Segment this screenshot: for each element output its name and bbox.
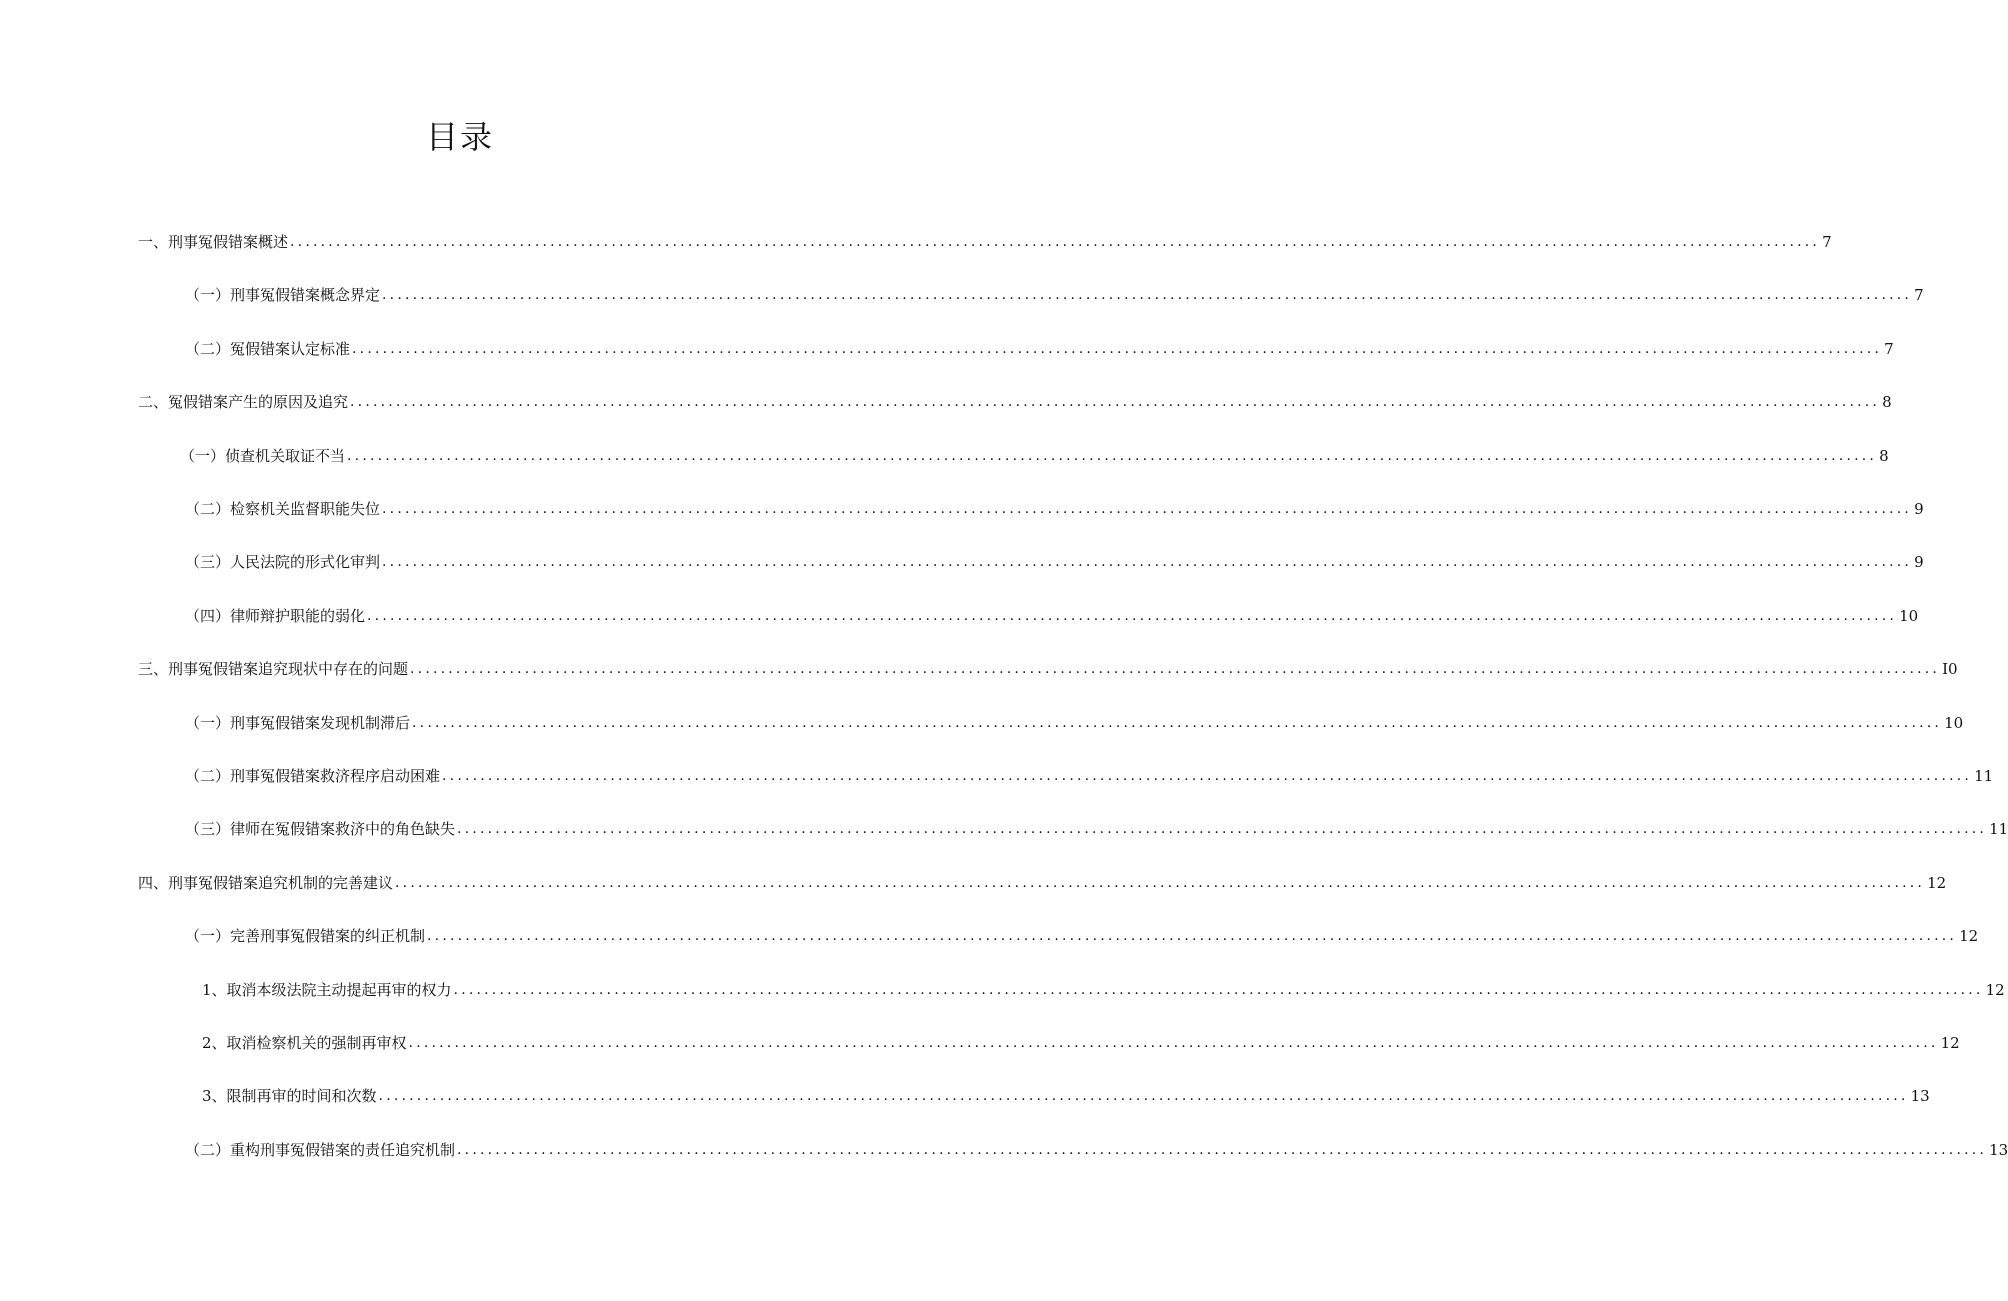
toc-leader-dots: ........................................................................................................................................................................................................ <box>382 554 1913 570</box>
toc-entry[interactable] <box>202 976 2005 1004</box>
toc-entry-label: （一）完善刑事冤假错案的纠正机制 <box>185 927 426 945</box>
toc-entry-page-number: 8 <box>1879 447 1889 465</box>
toc-entry[interactable] <box>185 602 1919 630</box>
toc-entry[interactable] <box>202 1029 1960 1057</box>
toc-entry-label: 1、取消本级法院主动提起再审的权力 <box>202 981 452 999</box>
toc-entry-page-number: 8 <box>1882 393 1892 411</box>
toc-leader-dots: ........................................................................................................................................................................................................ <box>453 982 1984 998</box>
toc-entry-label: （一）刑事冤假错案发现机制滞后 <box>185 714 411 732</box>
toc-entry-page-number: I0 <box>1942 660 1958 678</box>
toc-entry-page-number: 10 <box>1899 607 1919 625</box>
toc-entry-page-number: 11 <box>1989 820 2008 838</box>
toc-entry-page-number: 7 <box>1884 340 1894 358</box>
toc-entry[interactable] <box>185 762 1994 790</box>
toc-entry[interactable] <box>185 548 1924 576</box>
toc-entry-label: （二）检察机关监督职能失位 <box>185 500 381 518</box>
toc-entry[interactable] <box>138 869 1947 897</box>
toc-entry[interactable] <box>185 922 1979 950</box>
toc-entry-page-number: 11 <box>1974 767 1994 785</box>
toc-entry[interactable] <box>185 495 1924 523</box>
toc-entry-page-number: 9 <box>1914 553 1924 571</box>
toc-entry-page-number: 12 <box>1985 981 2005 999</box>
toc-entry-label: （四）律师辩护职能的弱化 <box>185 607 366 625</box>
toc-leader-dots: ........................................................................................................................................................................................................ <box>350 394 1881 410</box>
toc-entry-page-number: 13 <box>1989 1141 2008 1159</box>
toc-leader-dots: ........................................................................................................................................................................................................ <box>410 661 1941 677</box>
toc-entry-label: 3、限制再审的时间和次数 <box>202 1087 377 1105</box>
toc-entry-label: （一）侦查机关取证不当 <box>180 447 346 465</box>
toc-entry-label: （三）律师在冤假错案救济中的角色缺失 <box>185 820 456 838</box>
toc-leader-dots: ........................................................................................................................................................................................................ <box>347 448 1878 464</box>
toc-leader-dots: ........................................................................................................................................................................................................ <box>457 821 1988 837</box>
toc-leader-dots: ........................................................................................................................................................................................................ <box>427 928 1958 944</box>
toc-entry[interactable] <box>185 335 1894 363</box>
toc-leader-dots: ........................................................................................................................................................................................................ <box>367 608 1898 624</box>
toc-entry-label: 二、冤假错案产生的原因及追究 <box>138 393 349 411</box>
toc-entry-label: 一、刑事冤假错案概述 <box>138 233 289 251</box>
toc-entry[interactable] <box>185 709 1964 737</box>
toc-entry-label: 三、刑事冤假错案追究现状中存在的问题 <box>138 660 409 678</box>
toc-entry[interactable] <box>180 442 1889 470</box>
toc-leader-dots: ........................................................................................................................................................................................................ <box>457 1142 1988 1158</box>
toc-entry[interactable] <box>185 815 2008 843</box>
toc-leader-dots: ........................................................................................................................................................................................................ <box>408 1035 1939 1051</box>
toc-entry[interactable] <box>138 655 1958 683</box>
toc-entry-page-number: 9 <box>1914 500 1924 518</box>
toc-entry-label: （一）刑事冤假错案概念界定 <box>185 286 381 304</box>
toc-entry-page-number: 13 <box>1910 1087 1930 1105</box>
toc-entry-label: 四、刑事冤假错案追究机制的完善建议 <box>138 874 394 892</box>
toc-entry-label: 2、取消检察机关的强制再审权 <box>202 1034 407 1052</box>
toc-entry[interactable] <box>185 1136 2008 1164</box>
toc-entry-page-number: 7 <box>1914 286 1924 304</box>
toc-entry-label: （二）刑事冤假错案救济程序启动困难 <box>185 767 441 785</box>
toc-entry[interactable] <box>202 1082 1930 1110</box>
toc-entry[interactable] <box>185 281 1924 309</box>
toc-entry-page-number: 7 <box>1822 233 1832 251</box>
toc-entry[interactable] <box>138 388 1892 416</box>
toc-leader-dots: ........................................................................................................................................................................................................ <box>290 234 1821 250</box>
toc-title: 目录 <box>425 118 494 156</box>
toc-entry-label: （二）重构刑事冤假错案的责任追究机制 <box>185 1141 456 1159</box>
toc-leader-dots: ........................................................................................................................................................................................................ <box>378 1088 1909 1104</box>
toc-entry-label: （三）人民法院的形式化审判 <box>185 553 381 571</box>
toc-leader-dots: ........................................................................................................................................................................................................ <box>352 341 1883 357</box>
toc-entry-page-number: 12 <box>1927 874 1947 892</box>
toc-entry[interactable] <box>138 228 1832 256</box>
toc-entry-page-number: 12 <box>1940 1034 1960 1052</box>
toc-entry-page-number: 12 <box>1959 927 1979 945</box>
toc-entry-page-number: 10 <box>1944 714 1964 732</box>
toc-leader-dots: ........................................................................................................................................................................................................ <box>382 501 1913 517</box>
toc-leader-dots: ........................................................................................................................................................................................................ <box>382 287 1913 303</box>
toc-leader-dots: ........................................................................................................................................................................................................ <box>412 715 1943 731</box>
toc-leader-dots: ........................................................................................................................................................................................................ <box>395 875 1926 891</box>
toc-entry-label: （二）冤假错案认定标准 <box>185 340 351 358</box>
toc-leader-dots: ........................................................................................................................................................................................................ <box>442 768 1973 784</box>
